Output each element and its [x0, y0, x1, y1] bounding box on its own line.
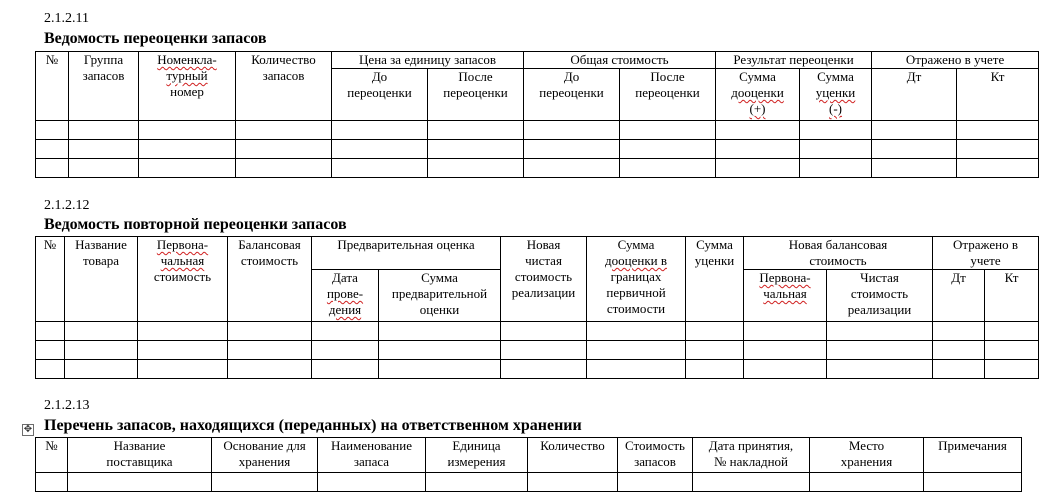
col-upward-sum: Сумма дооценки (+) [716, 69, 800, 121]
col-new-balance-initial: Первона- чальная [744, 270, 827, 322]
section1-code: 2.1.2.11 [44, 11, 89, 26]
col-product-name: Название товара [65, 237, 138, 322]
custody-inventory-table [35, 437, 1022, 492]
header-row-1 [36, 52, 1039, 69]
section2-title: Ведомость повторной переоценки запасов [44, 216, 347, 233]
col-credit: Кт [957, 69, 1039, 121]
col-upward-sum: Сумма дооценки в границах первичной стоимости [587, 237, 686, 322]
table-row [36, 322, 1039, 341]
repeated-revaluation-table [35, 236, 1039, 379]
col-quantity: Количество запасов [236, 52, 332, 121]
col-preliminary-estimate: Предварительная оценка [312, 237, 501, 270]
col-item-name: Наименование запаса [318, 438, 426, 473]
col-reflected: Отражено в учете [933, 237, 1039, 270]
col-price-after: После переоценки [428, 69, 524, 121]
col-debit: Дт [933, 270, 985, 322]
table-row [36, 121, 1039, 140]
col-storage-place: Место хранения [810, 438, 924, 473]
col-total-before: До переоценки [524, 69, 620, 121]
col-downward-sum: Сумма уценки (-) [800, 69, 872, 121]
col-result: Результат переоценки [716, 52, 872, 69]
col-storage-basis: Основание для хранения [212, 438, 318, 473]
col-cost: Стоимость запасов [618, 438, 693, 473]
section2-code: 2.1.2.12 [44, 198, 90, 213]
table-row [36, 159, 1039, 178]
col-unit-price: Цена за единицу запасов [332, 52, 524, 69]
col-estimate-date: Дата прове- дения [312, 270, 379, 322]
col-total-after: После переоценки [620, 69, 716, 121]
col-initial-cost: Первона- чальная стоимость [138, 237, 228, 322]
revaluation-table [35, 51, 1039, 178]
col-new-net-realizable-value: Новая чистая стоимость реализации [501, 237, 587, 322]
table-move-handle-icon[interactable]: ✥ [23, 424, 33, 435]
col-num: № [36, 237, 65, 322]
table-row [36, 473, 1022, 492]
col-new-balance-net: Чистая стоимость реализации [827, 270, 933, 322]
table-row [36, 140, 1039, 159]
col-unit: Единица измерения [426, 438, 528, 473]
col-new-balance-value: Новая балансовая стоимость [744, 237, 933, 270]
col-estimate-sum: Сумма предварительной оценки [379, 270, 501, 322]
col-supplier: Название поставщика [68, 438, 212, 473]
section3-title: Перечень запасов, находящихся (переданных) на ответственном хранении [44, 417, 582, 434]
col-debit: Дт [872, 69, 957, 121]
col-credit: Кт [985, 270, 1039, 322]
col-notes: Примечания [924, 438, 1022, 473]
col-nomenclature: Номенкла- турный номер [139, 52, 236, 121]
col-downward-sum: Сумма уценки [686, 237, 744, 322]
col-reflected: Отражено в учете [872, 52, 1039, 69]
table-row [36, 360, 1039, 379]
table-row [36, 341, 1039, 360]
section1-title: Ведомость переоценки запасов [44, 30, 267, 47]
col-quantity: Количество [528, 438, 618, 473]
section3-code: 2.1.2.13 [44, 398, 90, 413]
col-group: Группа запасов [69, 52, 139, 121]
col-price-before: До переоценки [332, 69, 428, 121]
col-date-invoice: Дата принятия, № накладной [693, 438, 810, 473]
col-num: № [36, 52, 69, 121]
header-row-1 [36, 438, 1022, 473]
header-row-1 [36, 237, 1039, 270]
col-num: № [36, 438, 68, 473]
col-book-value: Балансовая стоимость [228, 237, 312, 322]
col-total-cost: Общая стоимость [524, 52, 716, 69]
